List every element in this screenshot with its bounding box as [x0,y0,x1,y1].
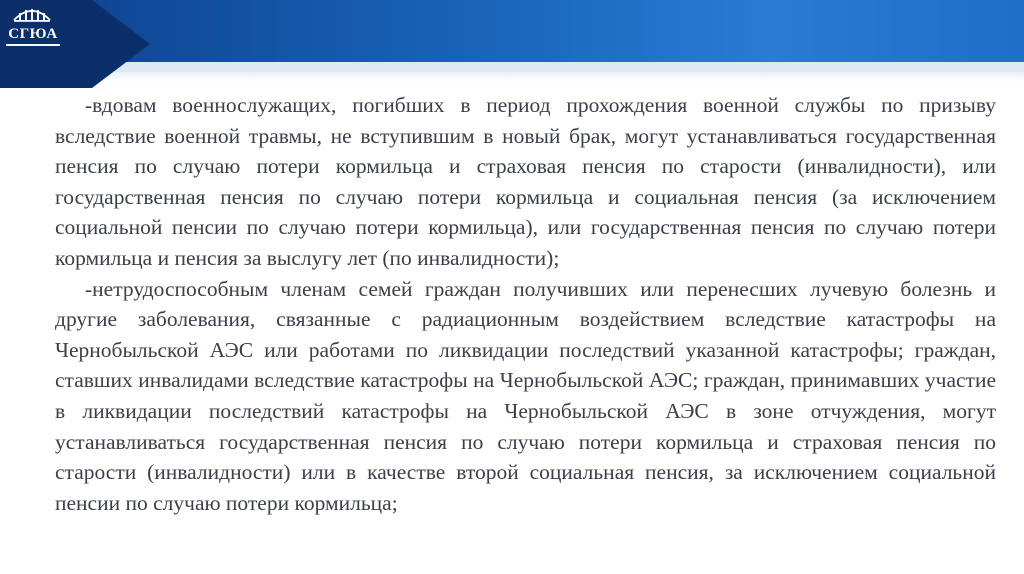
logo [2,2,60,48]
logo-text: СГЮА [8,26,58,42]
paragraph-chernobyl: -нетрудоспособным членам семей граждан получивших или перенесших лучевую болезнь и другие заболевания, связанные с радиационным воздействием вследствие катастрофы на Чернобыльской АЭС или работами по ликвидации последствий указанной катастрофы; граждан, ставших инвалидами вследствие катастрофы на Чернобыльской АЭС; граждан, принимавших участие в ликвидации последствий катастрофы на Чернобыльской АЭС в зоне отчуждения, могут устанавливаться государственная пенсия по случаю потери кормильца и страховая пенсия по старости (инвалидности) или в качестве второй социальная пенсия, за исключением социальной пенсии по случаю потери кормильца; [55,276,996,515]
paragraph-widows: -вдовам военнослужащих, погибших в период прохождения военной службы по призыву вследствие военной травмы, не вступившим в новый брак, могут устанавливаться государственная пенсия по случаю потери кормильца и страховая пенсия по старости (инвалидности), или государственная пенсия по случаю потери кормильца и социальная пенсия (за исключением социальной пенсии по случаю потери кормильца), или государственная пенсия по случаю потери кормильца и пенсия за выслугу лет (по инвалидности); [55,93,996,270]
header-shadow [0,72,1024,82]
header-stripe [0,62,1024,72]
logo-underline [6,44,60,46]
building-icon [10,4,54,22]
header-band [0,0,1024,62]
document-body [55,90,996,518]
